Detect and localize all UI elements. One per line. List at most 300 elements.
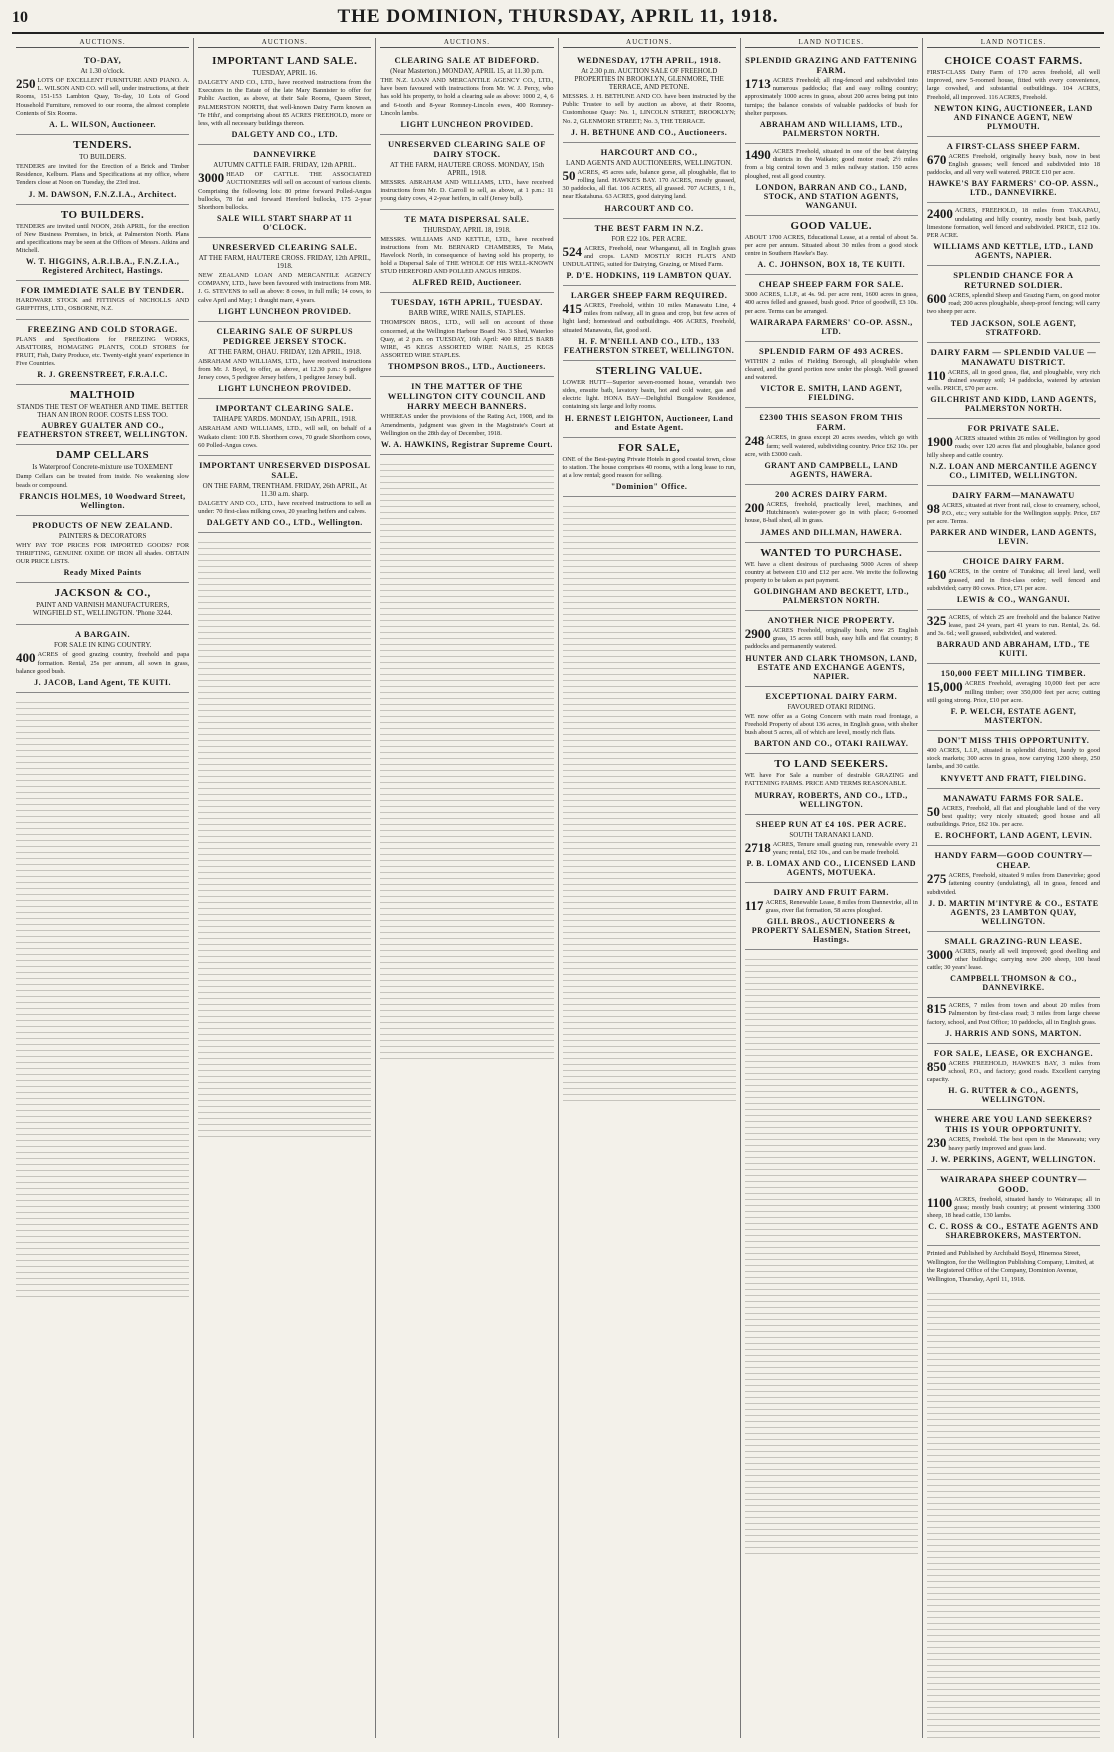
ad-body: [745, 772, 918, 788]
ad-body: [16, 297, 189, 313]
column-2: [194, 38, 376, 1738]
ad-title: FOR SALE, LEASE, OR EXCHANGE.: [933, 1047, 1094, 1058]
column-heading: LAND NOTICES.: [745, 38, 918, 48]
advertisement: [927, 731, 1100, 789]
column-4: [559, 38, 741, 1738]
ad-body-text: NEW ZEALAND LOAN AND MERCANTILE AGENCY COMPANY, LTD., have been favoured with instructions from MR. J. G. STEVENS to sell as above: 8 cows, in full milk; 14 cows, to calve April and May; 1 draught mare, 4 years.: [198, 272, 372, 304]
ad-subtitle: ON THE FARM, TRENTHAM. FRIDAY, 26th APRIL, At 11.30 a.m. sharp.: [202, 481, 367, 498]
ad-signature: KNYVETT AND FRATT, FIELDING.: [940, 773, 1087, 783]
ad-body: [380, 413, 553, 438]
ad-signature: LIGHT LUNCHEON PROVIDED.: [218, 306, 352, 316]
dense-print-texture: [198, 537, 371, 1137]
ad-title: IMPORTANT LAND SALE.: [212, 55, 358, 67]
ad-title: CHOICE COAST FARMS.: [944, 55, 1083, 67]
ad-title: THE BEST FARM IN N.Z.: [594, 222, 704, 233]
ad-signature: CAMPBELL THOMSON & CO., DANNEVIRKE.: [950, 974, 1077, 993]
advertisement: [927, 266, 1100, 343]
advertisement: [380, 210, 553, 294]
ad-signature: GOLDINGHAM AND BECKETT, LTD., PALMERSTON NORTH.: [753, 587, 909, 606]
advertisement: [198, 238, 371, 322]
ad-body-text: MESSRS. ABRAHAM AND WILLIAMS, LTD., have received instructions from Mr. D. Carroll to sell, as above, at 1 p.m.: 11 young dairy cows, 4 2-year heifers, in calf (Jersey bull).: [380, 178, 554, 203]
ad-body-text: ACRES, Freehold. The best open in the Manawatu; very heavy partly improved and grass land.: [948, 1136, 1101, 1152]
ad-title: TO LAND SEEKERS.: [774, 758, 889, 771]
ad-lead-figure: 1713: [744, 76, 771, 91]
ad-subtitle: BARB WIRE, WIRE NAILS, STAPLES.: [408, 309, 526, 318]
dense-print-texture: [380, 459, 553, 1059]
ad-title: FOR PRIVATE SALE.: [967, 423, 1060, 434]
ad-signature: FRANCIS HOLMES, 10 Woodward Street, Wellington.: [19, 491, 186, 510]
ad-body-text: ACRES Freehold, situated in one of the best dairying districts in the Waikato; good motor road; 2½ miles from a big central town and 3 miles railway station. 150 acres ploughed, rest all good country.: [744, 147, 918, 180]
ad-signature: LEWIS & CO., WANGANUI.: [956, 594, 1070, 604]
column-1: [12, 38, 194, 1738]
ad-title: HARCOURT AND CO.,: [600, 146, 698, 157]
advertisement: [563, 286, 736, 361]
ad-body-text: ACRES Freehold, originally bush, now 25 English grass, 15 acres still bush, easy hills and flat country; 8 paddocks and permanently watered.: [744, 627, 918, 651]
ad-signature: MURRAY, ROBERTS, AND CO., LTD., WELLINGTON.: [754, 790, 908, 809]
column-heading: AUCTIONS.: [198, 38, 371, 48]
advertisement: [745, 51, 918, 144]
column-heading: AUCTIONS.: [16, 38, 189, 48]
ad-subtitle: THURSDAY, APRIL 18, 1918.: [423, 225, 511, 234]
ad-title: MANAWATU FARMS FOR SALE.: [943, 792, 1084, 803]
ad-title: HANDY FARM—GOOD COUNTRY—CHEAP.: [934, 850, 1093, 871]
ad-signature: J. H. BETHUNE AND CO., Auctioneers.: [571, 127, 728, 137]
ad-signature: THOMPSON BROS., LTD., Auctioneers.: [388, 362, 546, 372]
ad-signature: DALGETY AND CO., LTD., Wellington.: [206, 518, 363, 528]
ad-body: [927, 568, 1100, 593]
ad-title: DANNEVIRKE: [253, 149, 317, 160]
ad-lead-figure: 1900: [926, 434, 953, 450]
ad-body: [927, 369, 1100, 394]
ad-lead-figure: 524: [562, 243, 583, 259]
ad-title: CHEAP SHEEP FARM FOR SALE.: [758, 279, 904, 290]
advertisement: [927, 610, 1100, 665]
ad-body: [745, 77, 918, 118]
ad-signature: H. ERNEST LEIGHTON, Auctioneer, Land and Estate Agent.: [564, 413, 734, 432]
ad-body: [563, 169, 736, 202]
advertisement: [198, 322, 371, 400]
ad-signature: N.Z. LOAN AND MERCANTILE AGENCY CO., LIMITED, WELLINGTON.: [929, 461, 1098, 480]
ad-body: [745, 501, 918, 526]
ad-subtitle: PAINTERS & DECORATORS: [58, 531, 147, 540]
ad-lead-figure: 400: [16, 650, 36, 666]
ad-title: SMALL GRAZING-RUN LEASE.: [944, 935, 1083, 946]
ad-lead-figure: 50: [926, 803, 940, 819]
ad-lead-figure: 1490: [744, 146, 771, 162]
ad-body-text: ONE of the Best-paying Private Hotels in good coastal town, close to station. The house comprises 40 rooms, with a long lease to run, at a low rental; good reason for selling.: [562, 455, 736, 479]
ad-title: DAIRY FARM—MANAWATU: [952, 489, 1075, 500]
advertisement: [563, 51, 736, 143]
ad-body-text: ABRAHAM AND WILLIAMS, LTD., will sell, on behalf of a Waikato client: 100 F.B. Shorthorn cows, 70 grade Shorthorn cows, 60 Polled-Angus cows.: [198, 425, 372, 449]
ad-body: [927, 1196, 1100, 1221]
ad-signature: AUBREY GUALTER AND CO., FEATHERSTON STREET, WELLINGTON.: [17, 421, 188, 440]
columns: [12, 38, 1104, 1738]
ad-body: [927, 502, 1100, 527]
ad-lead-figure: 2400: [926, 206, 953, 222]
ad-title: SHEEP RUN AT £4 10S. PER ACRE.: [755, 818, 907, 829]
ad-title: TE MATA DISPERSAL SALE.: [404, 213, 530, 224]
ad-body: [927, 872, 1100, 897]
ad-title: FREEZING AND COLD STORAGE.: [27, 323, 178, 334]
advertisement: [745, 216, 918, 276]
ad-body: [745, 899, 918, 915]
ad-body-text: ABOUT 1700 ACRES, Educational Lease, at a rental of about 5s. per acre per annum. Situated about 30 miles from a good stock centre in Southern Hawke's Bay.: [744, 233, 918, 258]
ad-body-text: ACRES situated within 26 miles of Wellington by good roads; over 120 acres flat and ploughable, balance good hilly sheep and cattle country.: [926, 435, 1101, 459]
advertisement: [927, 1110, 1100, 1169]
ad-body-text: ACRES, all in good grass, flat, and ploughable, very rich drained swampy soil; 14 paddocks, watered by artesian wells. PRICE, £70 per acre.: [926, 368, 1101, 392]
ad-body: [16, 473, 189, 489]
ad-title: DAIRY FARM — SPLENDID VALUE — MANAWATU DISTRICT.: [930, 346, 1097, 367]
ad-signature: H. F. M'NEILL AND CO., LTD., 133 FEATHERSTON STREET, WELLINGTON.: [563, 336, 735, 355]
ad-body-text: ACRES Freehold, originally heavy bush, now in best English grasses; well fenced and subdivided into 18 paddocks, and all very well watered. PRICE £10 per acre.: [926, 152, 1101, 177]
ad-body: [380, 179, 553, 204]
ad-title: A FIRST-CLASS SHEEP FARM.: [946, 140, 1081, 151]
ad-title: 150,000 FEET MILLING TIMBER.: [940, 668, 1087, 679]
ad-title: IMPORTANT UNRESERVED DISPOSAL SALE.: [199, 459, 371, 480]
ad-lead-figure: 110: [926, 367, 946, 383]
ad-title: CHOICE DAIRY FARM.: [962, 556, 1065, 567]
ad-subtitle: PAINT AND VARNISH MANUFACTURERS, WINGFIELD ST., WELLINGTON. 'Phone 3244.: [32, 601, 173, 618]
ad-signature: A. C. JOHNSON, BOX 18, TE KUITI.: [757, 260, 906, 270]
ad-subtitle: At 1.30 o'clock.: [80, 67, 125, 75]
ad-body: [563, 302, 736, 335]
ad-body: [927, 614, 1100, 639]
column-heading: LAND NOTICES.: [927, 38, 1100, 48]
advertisement: [927, 51, 1100, 137]
ad-body-text: MESSRS. J. H. BETHUNE AND CO. have been instructed by the Public Trustee to sell by auction as above, at their Rooms, Customhouse Quay: No. 1, LINCOLN STREET, BROOKLYN; No. 2, GLENMORE STREET; No. 3, THE TERRACE.: [562, 93, 736, 125]
ad-subtitle: SOUTH TARANAKI LAND.: [789, 830, 874, 839]
ad-body: [927, 1136, 1100, 1152]
ad-title: CLEARING SALE AT BIDEFORD.: [394, 55, 540, 65]
ad-body: [563, 456, 736, 481]
ad-subtitle: At 2.30 p.m. AUCTION SALE OF FREEHOLD PROPERTIES IN BROOKLYN, GLENMORE, THE TERRACE, AND PETONE.: [574, 67, 724, 91]
ad-lead-figure: 2718: [744, 839, 771, 855]
ad-signature: P. D'E. HODKINS, 119 LAMBTON QUAY.: [566, 271, 732, 281]
column-5: [741, 38, 923, 1738]
ad-body: [198, 358, 371, 383]
ad-body: [927, 1060, 1100, 1085]
ad-signature: LIGHT LUNCHEON PROVIDED.: [218, 384, 352, 394]
ad-title: SPLENDID CHANCE FOR A RETURNED SOLDIER.: [953, 270, 1074, 291]
ad-subtitle: TO BUILDERS.: [79, 152, 127, 161]
ad-body: [16, 542, 189, 567]
advertisement: [198, 456, 371, 533]
ad-lead-figure: 325: [926, 612, 947, 628]
ad-signature: HUNTER AND CLARK THOMSON, LAND, ESTATE AND EXCHANGE AGENTS, NAPIER.: [745, 653, 918, 681]
advertisement: [745, 687, 918, 755]
ad-signature: TED JACKSON, SOLE AGENT, STRATFORD.: [950, 318, 1077, 337]
advertisement: [927, 1044, 1100, 1111]
ad-title: STERLING VALUE.: [595, 364, 703, 377]
ad-body: [16, 651, 189, 676]
ad-title: SPLENDID GRAZING AND FATTENING FARM.: [745, 55, 918, 75]
ad-body: [380, 319, 553, 360]
advertisement: [927, 932, 1100, 999]
ad-body-text: ACRES, FREEHOLD, 18 miles from TAKAPAU, undulating and hilly country, mostly best bush, partly limestone formation, well fenced and subdivided. PRICE, £12 10s. PER ACRE.: [926, 207, 1101, 239]
advertisement: [927, 343, 1100, 420]
column-heading: AUCTIONS.: [563, 38, 736, 48]
ad-body-text: ACRES, 45 acres safe, balance gorse, all ploughable, flat to rolling land. HAWKE'S BAY. 170 ACRES, mostly grassed, 30 paddocks, all flat. 106 ACRES, all grassed. 707 ACRES, 1 ft., near Ekatahuna. 63 ACRES, good dairying land.: [562, 168, 736, 201]
advertisement: [927, 664, 1100, 731]
dense-print-texture: [745, 954, 918, 1554]
ad-signature: C. C. ROSS & CO., ESTATE AGENTS AND SHAREBROKERS, MASTERTON.: [928, 1222, 1099, 1241]
advertisement: [927, 203, 1100, 266]
ad-lead-figure: 415: [562, 301, 583, 317]
ad-title: SPLENDID FARM OF 493 ACRES.: [758, 345, 904, 356]
ad-subtitle: TAIHAPE YARDS. MONDAY, 15th APRIL, 1918.: [212, 415, 357, 424]
ad-body: [927, 948, 1100, 973]
ad-signature: HAWKE'S BAY FARMERS' CO-OP. ASSN., LTD., DANNEVIRKE.: [928, 179, 1099, 198]
ad-body: [927, 435, 1100, 460]
ad-signature: HARCOURT AND CO.: [604, 203, 694, 213]
ad-subtitle: (Near Masterton.) MONDAY, APRIL 15, at 11.30 p.m.: [390, 67, 544, 75]
ad-signature: F. P. WELCH, ESTATE AGENT, MASTERTON.: [950, 707, 1077, 725]
ad-body: [16, 223, 189, 256]
ad-body-text: WE have For Sale a number of desirable GRAZING and FATTENING FARMS. PRICE AND TERMS REASONABLE.: [744, 772, 918, 788]
ad-title: FOR SALE,: [618, 441, 681, 454]
page-number: 10: [12, 9, 28, 26]
ad-signature: H. G. RUTTER & CO., AGENTS, WELLINGTON.: [948, 1086, 1079, 1105]
ad-title: EXCEPTIONAL DAIRY FARM.: [765, 690, 898, 701]
ad-signature: LIGHT LUNCHEON PROVIDED.: [400, 119, 534, 129]
ad-title: 200 ACRES DAIRY FARM.: [775, 488, 888, 499]
ad-body-text: PLANS and Specifications for FREEZING WORKS, ABATTOIRS, HOMAGING PLANTS, COLD STORES for FRUIT, Fish, Dairy Produce, etc. Twenty-eight years' experience in Five Countries.: [16, 335, 190, 368]
ad-body: [380, 77, 553, 118]
ad-body-text: ACRES, Freehold, near Whanganui, all in English grass and crops. LAND MOSTLY RICH FLATS AND UNDULATING, suited for Dairying, Grazing, or Mixed Farm.: [562, 244, 736, 268]
ad-body-text: FIRST-CLASS Dairy Farm of 170 acres freehold, all well improved, new 5-roomed house, fitted with every convenience, large cowshed, and substantial outbuildings. 104 ACRES, Freehold, all improved. 116 ACRES, Freehold.: [926, 69, 1101, 101]
advertisement: [745, 815, 918, 883]
ad-body-text: LOWER HUTT—Superior seven-roomed house, verandah two sides, ensuite bath, lavatory basin, hot and cold water, gas and electric light. HONA BAY—Delightful Bungalow Residence, containing six large and lofty rooms.: [562, 378, 736, 411]
ad-signature: R. J. GREENSTREET, F.R.A.I.C.: [37, 370, 168, 380]
ad-body: [745, 434, 918, 459]
ad-body: [927, 207, 1100, 240]
advertisement: [745, 883, 918, 950]
ad-body-text: MESSRS. WILLIAMS AND KETTLE, LTD., have received instructions from Mr. BERNARD CHAMBERS, Te Mata, Havelock North, in consequence of having sold his property, to hold a Dispersal Sale of THE WHOLE OF HIS WELL-KNOWN STUD HEREFORD AND POLLED ANGUS HERDS.: [380, 235, 554, 276]
ad-title: FOR IMMEDIATE SALE BY TENDER.: [20, 285, 185, 296]
ad-signature: J. D. MARTIN M'INTYRE & CO., ESTATE AGENTS, 23 LAMBTON QUAY, WELLINGTON.: [928, 898, 1099, 926]
dense-print-texture: [16, 697, 189, 1297]
ad-title: A BARGAIN.: [75, 629, 131, 640]
ad-body: [198, 425, 371, 450]
advertisement: [16, 445, 189, 515]
ad-body: [745, 627, 918, 652]
ad-title: TO-DAY,: [83, 55, 122, 65]
ad-subtitle: STANDS THE TEST OF WEATHER AND TIME. BETTER THAN AN IRON ROOF. COSTS LESS TOO.: [17, 403, 189, 420]
advertisement: [927, 419, 1100, 486]
ad-body-text: 400 ACRES, L.I.P., situated in splendid district, handy to good stock markets; 300 acres in grass, now carrying 1200 sheep, 250 lambs, and 30 cattle.: [926, 747, 1101, 771]
advertisement: [16, 583, 189, 625]
ad-subtitle: FOR SALE IN KING COUNTRY.: [53, 641, 152, 650]
ad-title: MALTHOID: [69, 389, 136, 402]
ad-title: LARGER SHEEP FARM REQUIRED.: [570, 290, 728, 301]
ad-title: GOOD VALUE.: [790, 219, 873, 232]
advertisement: [927, 137, 1100, 204]
advertisement: [927, 486, 1100, 553]
ad-body-text: 3000 ACRES, L.I.P., at 4s. 9d. per acre rent, 1600 acres in grass, 400 acres felled and grassed, bush good. Price of goodwill, £3 10s. per acre. Terms can be arranged.: [744, 291, 918, 315]
ad-body: [198, 500, 371, 516]
column-heading: AUCTIONS.: [380, 38, 553, 48]
ad-body: [16, 336, 189, 369]
advertisement: [927, 789, 1100, 847]
ad-title: ANOTHER NICE PROPERTY.: [767, 615, 895, 626]
advertisement: [380, 293, 553, 377]
ad-signature: SALE WILL START SHARP AT 11 O'CLOCK.: [217, 214, 353, 233]
ad-body: [745, 713, 918, 738]
advertisement: [563, 361, 736, 438]
ad-lead-figure: 98: [926, 500, 940, 516]
ad-body-text: TENDERS are invited for the Erection of a Brick and Timber Residence, Kelburn. Plans and Specifications at my office, where Tenders close at Noon on Tuesday, the 23rd inst.: [16, 162, 190, 187]
advertisement: [563, 143, 736, 219]
advertisement: [745, 275, 918, 342]
advertisement: [380, 51, 553, 135]
ad-signature: WILLIAMS AND KETTLE, LTD., LAND AGENTS, NAPIER.: [933, 242, 1094, 261]
ad-subtitle: FOR £22 10s. PER ACRE.: [611, 234, 687, 243]
ad-signature: ALFRED REID, Auctioneer.: [412, 278, 522, 288]
ad-title: WAIRARAPA SHEEP COUNTRY—GOOD.: [940, 1173, 1087, 1194]
ad-signature: W. T. HIGGINS, A.R.I.B.A., F.N.Z.I.A., Registered Architect, Hastings.: [25, 257, 180, 276]
ad-lead-figure: 2900: [744, 626, 771, 642]
advertisement: [927, 1170, 1100, 1247]
ad-body-text: ACRES, in the centre of Turakina; all level land, well grassed, and in first-class order; well fenced and subdivided; carry 80 cows. Price, £71 per acre.: [926, 568, 1101, 592]
advertisement: [198, 51, 371, 145]
ad-lead-figure: 600: [926, 291, 947, 307]
ad-body-text: WITHIN 2 miles of Fielding Borough, all ploughable when cleared, and the grand portion now under the plough. Well grassed and watered.: [744, 357, 918, 382]
advertisement: [745, 611, 918, 687]
ad-lead-figure: 3000: [926, 946, 953, 962]
ad-body-text: ACRES Freehold, averaging 10,000 feet per acre milling timber; over 350,000 feet per acre; cutting still going strong. Price, £10 per acre.: [926, 680, 1101, 704]
ad-subtitle: AT THE FARM, HAUTERE CROSS. MONDAY, 15th APRIL, 1918.: [389, 160, 545, 177]
ad-title: UNRESERVED CLEARING SALE OF DAIRY STOCK.: [387, 138, 546, 159]
ad-title: JACKSON & CO.,: [54, 587, 151, 600]
column-6: [923, 38, 1104, 1738]
ad-title: TUESDAY, 16TH APRIL, TUESDAY.: [390, 297, 543, 308]
ad-title: UNRESERVED CLEARING SALE.: [212, 242, 358, 253]
ad-subtitle: TUESDAY, APRIL 16.: [252, 69, 318, 77]
advertisement: [16, 385, 189, 445]
ad-signature: LONDON, BARRAN AND CO., LAND, STOCK, AND STATION AGENTS, WANGANUI.: [755, 182, 907, 210]
ad-title: IN THE MATTER OF THE WELLINGTON CITY COUNCIL AND HARRY MEECH BANNERS.: [387, 381, 547, 412]
ad-signature: J. W. PERKINS, AGENT, WELLINGTON.: [931, 1154, 1096, 1164]
ad-body-text: ACRES Freehold; all ring-fenced and subdivided into numerous paddocks; flat and easy rolling country; approximately 1000 acres in grass, about 200 acres being put into turnips; the balance consists of valuable paddocks of bush for shelter purposes.: [744, 77, 918, 117]
advertisement: [16, 516, 189, 584]
ad-body: [927, 1002, 1100, 1027]
ad-body: [927, 805, 1100, 830]
ad-body: [927, 680, 1100, 705]
ad-lead-figure: 117: [744, 897, 764, 913]
ad-body: [16, 77, 189, 118]
ad-body-text: ACRES of good grazing country, freehold and papa formation. Rental, 25s per annum, all sown in grass, balance good bush.: [16, 651, 190, 675]
ad-signature: JAMES AND DILLMAN, HAWERA.: [760, 527, 903, 537]
ad-body-text: ACRES, of which 25 are freehold and the balance Native lease, past 24 years, part 41 years to run. Rental, 2s. 6d. and 3s. 6d.; well grassed, subdivided, and watered.: [926, 613, 1101, 638]
ad-body-text: HEAD OF CATTLE. THE ASSOCIATED AUCTIONEERS will sell on account of various clients. Comprising the following lots: 80 prime forward Polled-Angus bullocks, 78 fat and forward Hereford bullocks, 175 2-year Shorthorn bullocks.: [198, 171, 372, 211]
ad-body-text: ABRAHAM AND WILLIAMS, LTD., have received instructions from Mr. J. Boyd, to offer, as above, at 12.30 p.m.: 6 pedigree Jersey cows, 5 pedigree Jersey heifers, 1 pedigree Jersey bull.: [198, 357, 372, 382]
advertisement: [927, 846, 1100, 932]
ad-subtitle: FAVOURED OTAKI RIDING.: [787, 702, 876, 711]
masthead: [12, 6, 1104, 34]
ad-body-text: THE N.Z. LOAN AND MERCANTILE AGENCY CO., LTD., have been favoured with instructions from Mr. W. J. Percy, who has sold his property, to hold a clearing sale as above: 1000 2, 4, 6 and 6-tooth and 8-year Romney-Lincoln ewes, 400 Romney-Lincoln lambs.: [380, 77, 554, 117]
ad-body: [745, 291, 918, 316]
ad-body-text: WE have a client desirous of purchasing 5000 Acres of sheep country at between £10 and £12 per acre. We invite the following property to be taken as part payment.: [744, 560, 918, 584]
ad-signature: DALGETY AND CO., LTD.: [231, 130, 338, 140]
ad-body-text: WHY PAY TOP PRICES FOR IMPORTED GOODS? FOR THRIFTING, GENUINE OXIDE OF IRON all shades. OBTAIN OUR PRICE LISTS.: [16, 541, 190, 566]
advertisement: [198, 145, 371, 238]
ad-body-text: ACRES, Freehold, situated 9 miles from Danevirke; good fattening country (undulating), all in grass, fenced and subdivided.: [926, 872, 1101, 896]
ad-signature: "Dominion" Office.: [610, 482, 688, 492]
ad-body-text: DALGETY AND CO., LTD., have received instructions to sell as under: 70 first-class milking cows, 20 yearling heifers and calves.: [198, 499, 372, 516]
ad-body: [745, 841, 918, 857]
ad-title: DAMP CELLARS: [56, 449, 150, 462]
ad-signature: GILCHRIST AND KIDD, LAND AGENTS, PALMERSTON NORTH.: [930, 395, 1097, 414]
ad-title: TO BUILDERS.: [60, 208, 145, 221]
ad-title: DON'T MISS THIS OPPORTUNITY.: [937, 735, 1090, 745]
advertisement: [198, 399, 371, 456]
ad-lead-figure: 850: [926, 1058, 947, 1074]
ad-lead-figure: 815: [926, 1001, 947, 1017]
advertisement: [16, 625, 189, 693]
advertisement: [16, 281, 189, 319]
ad-title: WANTED TO PURCHASE.: [760, 546, 903, 559]
ad-body-text: ACRES, nearly all well improved; good dwelling and other buildings; carrying now 200 sheep, 100 head cattle; 30 years' lease.: [926, 947, 1101, 972]
ad-body-text: ACRES, 7 miles from town and about 20 miles from Palmerston by first-class road; 3 miles from large cheese factory, school, and Post Office; 10 paddocks, all in English grass.: [926, 1002, 1101, 1026]
advertisement: [16, 135, 189, 205]
column-3: [376, 38, 558, 1738]
ad-body: [745, 358, 918, 383]
advertisement: [745, 144, 918, 216]
advertisement: [380, 377, 553, 455]
ad-signature: J. HARRIS AND SONS, MARTON.: [945, 1028, 1082, 1038]
ad-lead-figure: 230: [926, 1135, 947, 1151]
advertisement: [745, 754, 918, 814]
ad-signature: A. L. WILSON, Auctioneer.: [49, 119, 157, 129]
ad-lead-figure: 3000: [198, 170, 225, 186]
ad-lead-figure: 1100: [926, 1194, 953, 1210]
ad-signature: J. M. DAWSON, F.N.Z.I.A., Architect.: [28, 189, 177, 199]
ad-body: [380, 236, 553, 277]
ad-body: [16, 163, 189, 188]
advertisement: [16, 51, 189, 135]
ad-signature: ABRAHAM AND WILLIAMS, LTD., PALMERSTON NORTH.: [759, 119, 903, 138]
ad-lead-figure: 160: [926, 567, 947, 583]
ad-title: TENDERS.: [73, 138, 132, 151]
advertisement: [745, 543, 918, 612]
dense-print-texture: [563, 501, 736, 1101]
ad-lead-figure: 250: [16, 76, 36, 91]
ad-title: WHERE ARE YOU LAND SEEKERS? THIS IS YOUR OPPORTUNITY.: [934, 1114, 1093, 1135]
ad-lead-figure: 248: [744, 433, 765, 449]
ad-signature: BARTON AND CO., OTAKI RAILWAY.: [754, 739, 909, 749]
advertisement: [16, 205, 189, 282]
ad-body-text: ACRES FREEHOLD, HAWKE'S BAY, 3 miles from school, P.O., and factory; good roads. Excellent carrying capacity.: [926, 1059, 1101, 1084]
ad-title: £2300 THIS SEASON FROM THIS FARM.: [759, 412, 904, 433]
ad-title: PRODUCTS OF NEW ZEALAND.: [32, 519, 173, 530]
ad-subtitle: AT THE FARM, OHAU. FRIDAY, 12th APRIL, 1918.: [208, 347, 362, 356]
ad-signature: P. B. LOMAX AND CO., LICENSED LAND AGENTS, MOTUEKA.: [746, 858, 917, 877]
ad-body: [198, 79, 371, 128]
ad-lead-figure: 275: [926, 871, 947, 887]
ad-signature: J. JACOB, Land Agent, TE KUITI.: [34, 677, 172, 687]
ad-body-text: ACRES, freehold, practically level, machines, and Hutchinson's water-power go in with place; 6-roomed house, 8-bail shed, all in grass.: [744, 500, 918, 525]
ad-body-text: ACRES, Tenure small grazing run, renewable every 21 years; rental, £62 10s., and can be made freehold.: [772, 840, 918, 856]
ad-signature: GRANT AND CAMPBELL, LAND AGENTS, HAWERA.: [764, 460, 899, 479]
ad-body-text: ACRES, splendid Sheep and Grazing Farm, on good motor road; 200 acres ploughable, sheep-proof fencing; will carry two sheep per acre.: [926, 292, 1101, 316]
advertisement: [927, 552, 1100, 610]
ad-body: [745, 561, 918, 586]
ad-lead-figure: 670: [926, 151, 947, 167]
ad-title: CLEARING SALE OF SURPLUS PEDIGREE JERSEY STOCK.: [216, 325, 354, 346]
ad-body: [745, 148, 918, 181]
ad-body-text: ACRES, in grass except 20 acres swedes, which go with farm; well watered, subdividing country. Price £62 10s. per acre, with £3000 cash.: [744, 434, 918, 458]
ad-body: [927, 153, 1100, 178]
